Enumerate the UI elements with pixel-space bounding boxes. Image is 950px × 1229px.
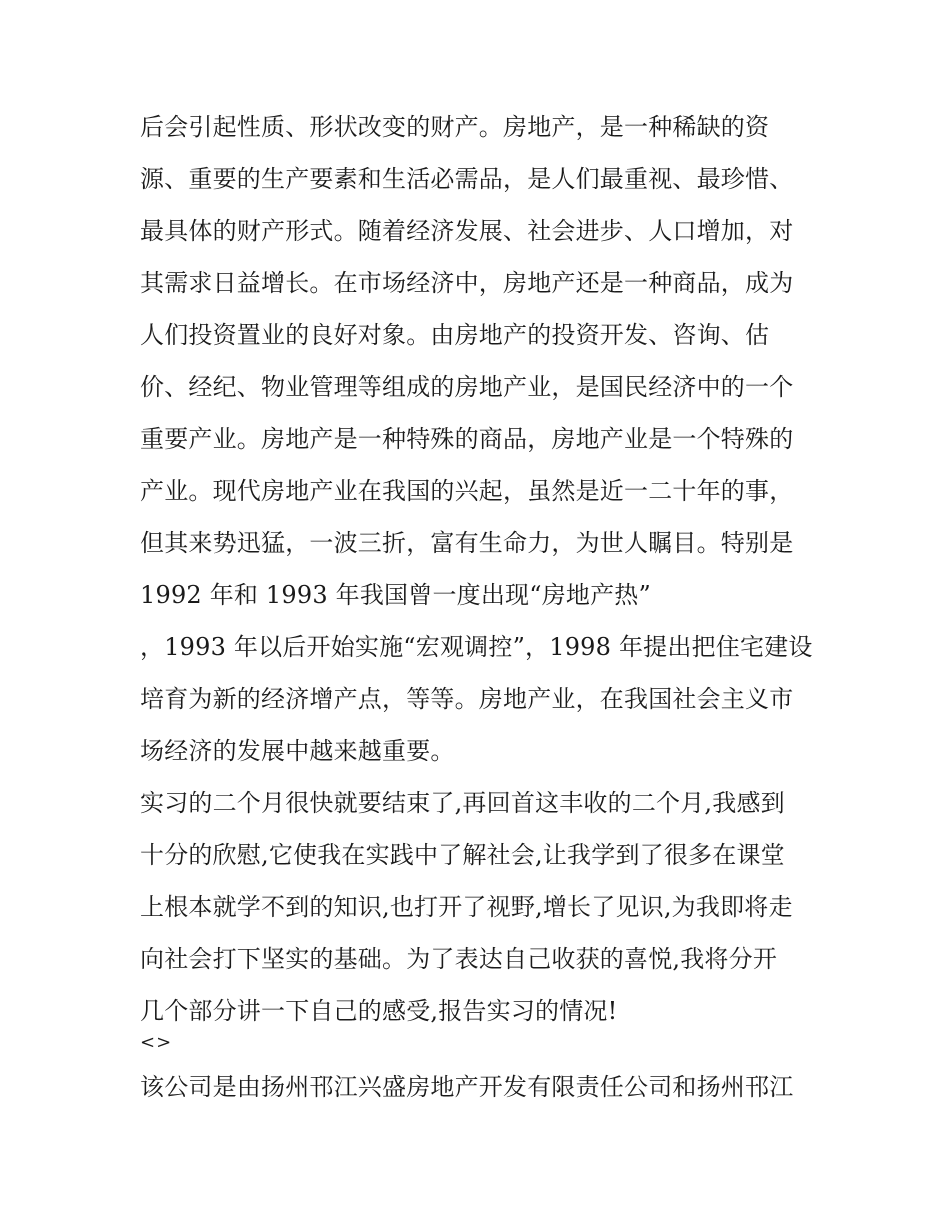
text-line: <> <box>140 1032 173 1053</box>
text-line: ，1993 年以后开始实施“宏观调控”，1998 年提出把住宅建设 <box>140 633 813 661</box>
text-line: 几个部分讲一下自己的感受,报告实习的情况! <box>140 997 618 1025</box>
text-line: 但其来势迅猛，一波三折，富有生命力，为世人瞩目。特别是 <box>140 529 794 557</box>
text-line: 价、经纪、物业管理等组成的房地产业，是国民经济中的一个 <box>140 373 794 401</box>
text-line: 后会引起性质、形状改变的财产。房地产，是一种稀缺的资 <box>140 113 770 141</box>
text-line: 产业。现代房地产业在我国的兴起，虽然是近一二十年的事， <box>140 477 794 505</box>
text-line: 场经济的发展中越来越重要。 <box>140 737 455 765</box>
text-line: 向社会打下坚实的基础。为了表达自己收获的喜悦,我将分开 <box>140 945 778 973</box>
text-line: 该公司是由扬州邗江兴盛房地产开发有限责任公司和扬州邗江 <box>140 1073 794 1101</box>
text-line: 培育为新的经济增产点，等等。房地产业，在我国社会主义市 <box>140 685 794 713</box>
text-line: 十分的欣慰,它使我在实践中了解社会,让我学到了很多在课堂 <box>140 841 785 869</box>
text-line: 实习的二个月很快就要结束了,再回首这丰收的二个月,我感到 <box>140 789 785 817</box>
text-line: 其需求日益增长。在市场经济中，房地产还是一种商品，成为 <box>140 269 794 297</box>
text-line: 最具体的财产形式。随着经济发展、社会进步、人口增加，对 <box>140 217 794 245</box>
text-line: 1992 年和 1993 年我国曾一度出现“房地产热” <box>140 581 651 609</box>
text-line: 源、重要的生产要素和生活必需品，是人们最重视、最珍惜、 <box>140 165 794 193</box>
text-line: 上根本就学不到的知识,也打开了视野,增长了见识,为我即将走 <box>140 893 793 921</box>
text-line: 重要产业。房地产是一种特殊的商品，房地产业是一个特殊的 <box>140 425 794 453</box>
text-line: 人们投资置业的良好对象。由房地产的投资开发、咨询、估 <box>140 321 770 349</box>
